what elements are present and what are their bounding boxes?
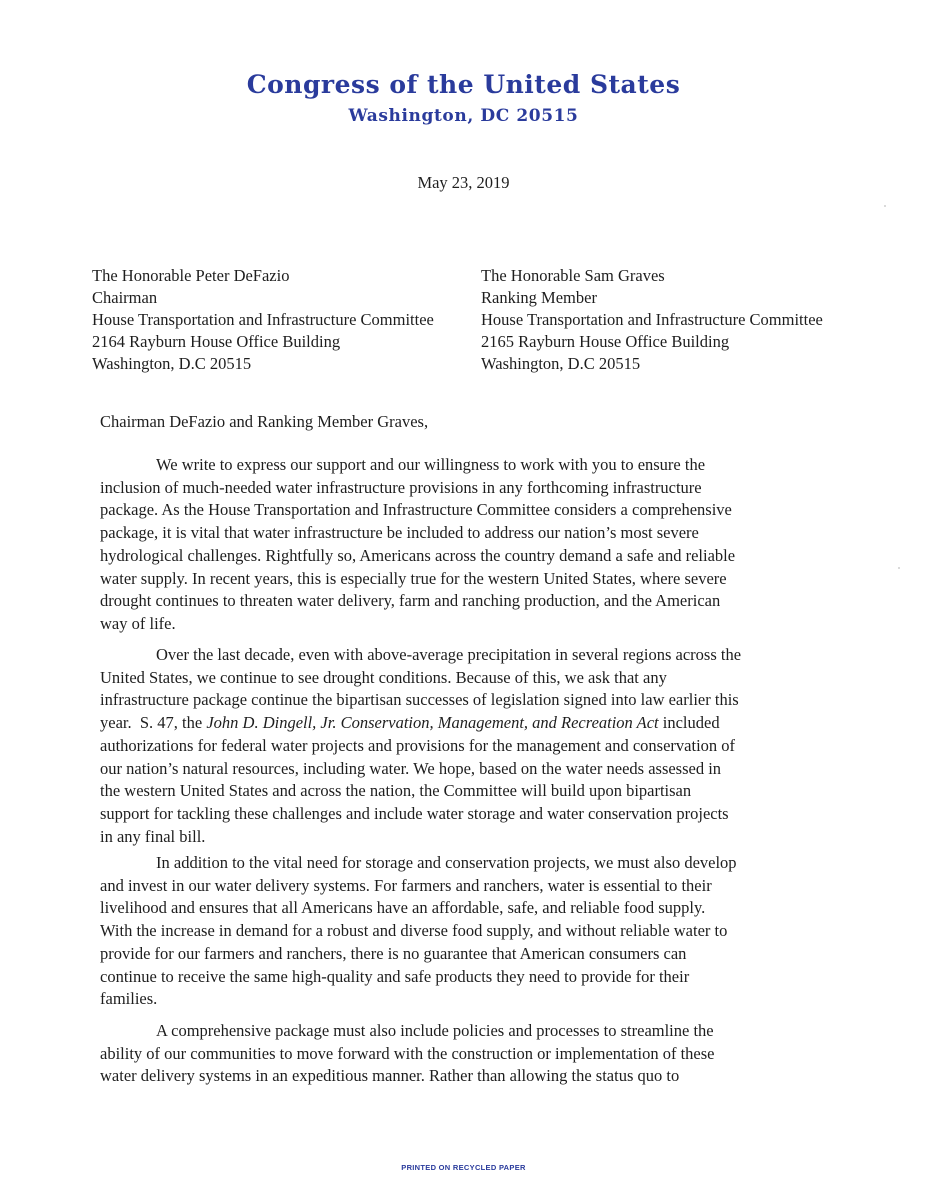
address-line: Washington, D.C 20515 bbox=[92, 354, 252, 373]
scan-speck bbox=[898, 567, 900, 569]
paragraph-line: livelihood and ensures that all Americans have an affordable, safe, and reliable food supply. bbox=[100, 898, 706, 918]
paragraph-line: water delivery systems in an expeditious manner. Rather than allowing the status quo to bbox=[100, 1066, 680, 1086]
letterhead-subtitle: Washington, DC 20515 bbox=[348, 106, 579, 126]
recipient-address-left bbox=[92, 265, 434, 375]
paragraph-line: the western United States and across the nation, the Committee will build upon bipartisan bbox=[100, 781, 692, 801]
address-line: Chairman bbox=[92, 288, 158, 307]
paragraph-line: Over the last decade, even with above-average precipitation in several regions across the bbox=[156, 645, 742, 664]
address-line: House Transportation and Infrastructure Committee bbox=[92, 310, 434, 329]
paragraph-line: hydrological challenges. Rightfully so, Americans across the country demand a safe and reliable bbox=[100, 545, 736, 565]
paragraph-line: authorizations for federal water projects and provisions for the management and conservation of bbox=[100, 735, 736, 755]
paragraph-line: way of life. bbox=[100, 613, 176, 633]
paragraph-line: and invest in our water delivery systems. For farmers and ranchers, water is essential to their bbox=[100, 875, 712, 895]
address-line: The Honorable Sam Graves bbox=[481, 266, 665, 285]
letterhead-title: Congress of the United States bbox=[246, 70, 681, 99]
paragraph-line: drought continues to threaten water delivery, farm and ranching production, and the American bbox=[100, 591, 721, 611]
letter-date: May 23, 2019 bbox=[417, 173, 510, 192]
address-line: House Transportation and Infrastructure Committee bbox=[481, 310, 823, 329]
paragraph-line: continue to receive the same high-quality and safe products they need to provide for their bbox=[100, 966, 690, 986]
line-end: included bbox=[658, 713, 720, 733]
paragraph-line: inclusion of much-needed water infrastructure provisions in any forthcoming infrastructure bbox=[100, 477, 702, 497]
address-line: Ranking Member bbox=[481, 288, 597, 307]
paragraph-line: our nation’s natural resources, including water. We hope, based on the water needs assessed in bbox=[100, 758, 722, 778]
line-start: year. S. 47, the bbox=[100, 713, 207, 733]
recipient-address-right bbox=[481, 265, 823, 375]
body-paragraph-4 bbox=[100, 1020, 820, 1088]
paragraph-line: in any final bill. bbox=[100, 826, 206, 846]
address-line: The Honorable Peter DeFazio bbox=[92, 266, 290, 285]
act-title: John D. Dingell, Jr. Conservation, Management, and Recreation Act bbox=[206, 713, 659, 733]
paragraph-line-with-act-title bbox=[100, 712, 820, 735]
body-paragraph-2 bbox=[100, 644, 820, 848]
paragraph-line: United States, we continue to see drought conditions. Because of this, we ask that any bbox=[100, 667, 667, 687]
address-line: 2165 Rayburn House Office Building bbox=[481, 332, 730, 351]
paragraph-line: families. bbox=[100, 989, 158, 1009]
paragraph-line: ability of our communities to move forward with the construction or implementation of these bbox=[100, 1043, 715, 1063]
salutation: Chairman DeFazio and Ranking Member Graves, bbox=[100, 412, 429, 431]
body-paragraph-1 bbox=[100, 454, 820, 636]
scan-speck bbox=[884, 205, 886, 207]
address-line: Washington, D.C 20515 bbox=[481, 354, 641, 373]
paragraph-line: With the increase in demand for a robust and diverse food supply, and without reliable water to bbox=[100, 921, 728, 941]
paragraph-line: provide for our farmers and ranchers, there is no guarantee that American consumers can bbox=[100, 943, 687, 963]
paragraph-line: water supply. In recent years, this is especially true for the western United States, where severe bbox=[100, 568, 727, 588]
paragraph-line: In addition to the vital need for storage and conservation projects, we must also develop bbox=[156, 853, 737, 872]
paragraph-line: We write to express our support and our willingness to work with you to ensure the bbox=[156, 455, 706, 474]
paragraph-line: package, it is vital that water infrastructure be included to address our nation’s most severe bbox=[100, 523, 699, 543]
paragraph-line: infrastructure package continue the bipartisan successes of legislation signed into law earlier this bbox=[100, 690, 739, 710]
address-line: 2164 Rayburn House Office Building bbox=[92, 332, 341, 351]
paragraph-line: A comprehensive package must also include policies and processes to streamline the bbox=[156, 1021, 714, 1040]
recycled-paper-footer: PRINTED ON RECYCLED PAPER bbox=[401, 1163, 526, 1172]
paragraph-line: support for tackling these challenges and include water storage and water conservation projects bbox=[100, 803, 729, 823]
paragraph-line: package. As the House Transportation and Infrastructure Committee considers a comprehensive bbox=[100, 500, 732, 520]
body-paragraph-3 bbox=[100, 852, 820, 1011]
